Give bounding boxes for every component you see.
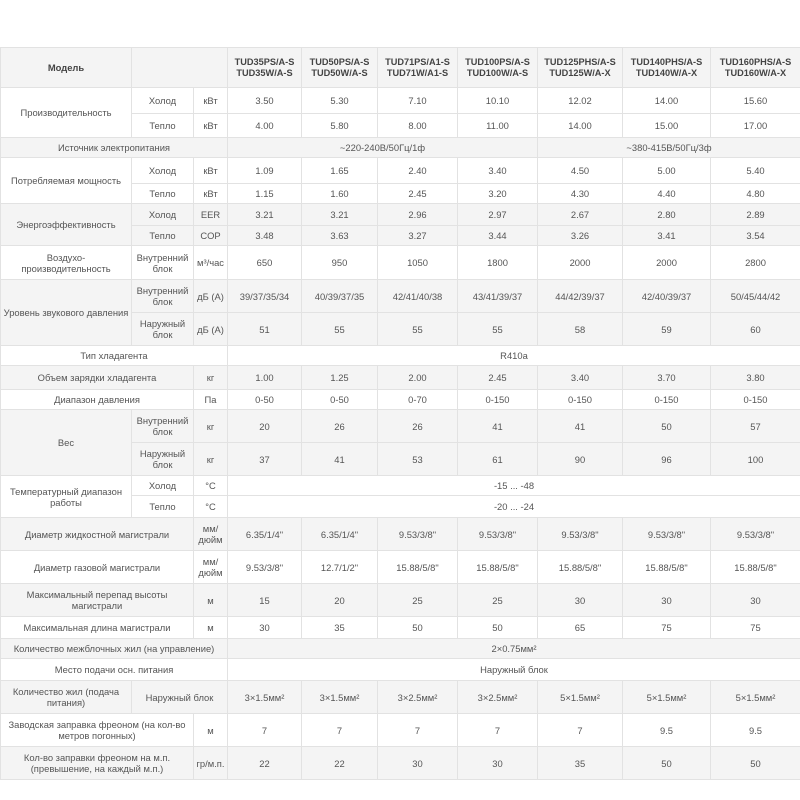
value-cell: 12.7/1/2" xyxy=(302,551,378,584)
value-cell: 0-50 xyxy=(228,390,302,410)
value-cell: 40/39/37/35 xyxy=(302,280,378,313)
value-cell: 17.00 xyxy=(711,114,800,138)
value-cell: 0-70 xyxy=(378,390,458,410)
model-indoor-name: TUD71PS/A1-S xyxy=(385,56,450,67)
value-cell: 1800 xyxy=(458,246,538,280)
row-sublabel: Наружный блок xyxy=(132,313,194,346)
row-unit: мм/дюйм xyxy=(194,518,228,551)
table-row xyxy=(1,551,800,584)
value-cell: 4.40 xyxy=(623,184,711,204)
value-cell: 39/37/35/34 xyxy=(228,280,302,313)
row-label: Кол-во заправки фреоном на м.п. (превышение, на каждый м.п.) xyxy=(1,747,194,780)
row-label: Воздухо-производительность xyxy=(1,246,132,280)
value-cell: 50 xyxy=(623,410,711,443)
value-cell: 1.15 xyxy=(228,184,302,204)
value-cell: 1.00 xyxy=(228,366,302,390)
value-cell: 7 xyxy=(458,714,538,747)
value-cell: 4.30 xyxy=(538,184,623,204)
value-cell: 2.40 xyxy=(378,158,458,184)
value-cell: 3.70 xyxy=(623,366,711,390)
row-label: Вес xyxy=(1,410,132,476)
value-cell: 3.44 xyxy=(458,226,538,246)
model-label: Модель xyxy=(1,48,132,88)
value-cell: 0-150 xyxy=(538,390,623,410)
row-unit: гр/м.п. xyxy=(194,747,228,780)
value-cell: 3.40 xyxy=(458,158,538,184)
table-row xyxy=(1,246,800,280)
row-sublabel: Наружный блок xyxy=(132,443,194,476)
model-name-5 xyxy=(538,48,623,88)
model-name-3 xyxy=(378,48,458,88)
value-cell: 37 xyxy=(228,443,302,476)
row-unit: EER xyxy=(194,204,228,226)
row-label: Тип хладагента xyxy=(1,346,228,366)
value-cell: 4.00 xyxy=(228,114,302,138)
model-name-6 xyxy=(623,48,711,88)
value-cell: 30 xyxy=(538,584,623,617)
table-row xyxy=(1,681,800,714)
row-unit: дБ (А) xyxy=(194,313,228,346)
model-indoor-name: TUD125PHS/A-S xyxy=(544,56,616,67)
value-cell: 1050 xyxy=(378,246,458,280)
header-row xyxy=(1,48,800,88)
value-cell: 41 xyxy=(538,410,623,443)
value-cell: 9.5 xyxy=(711,714,800,747)
value-cell: 0-150 xyxy=(458,390,538,410)
value-cell: 3.48 xyxy=(228,226,302,246)
row-label: Диаметр жидкостной магистрали xyxy=(1,518,194,551)
value-cell: 8.00 xyxy=(378,114,458,138)
value-cell: 6.35/1/4" xyxy=(302,518,378,551)
value-cell: 3.54 xyxy=(711,226,800,246)
row-unit: COP xyxy=(194,226,228,246)
value-cell: 50 xyxy=(378,617,458,639)
value-cell: 14.00 xyxy=(623,88,711,114)
row-label: Энергоэффективность xyxy=(1,204,132,246)
value-cell: 41 xyxy=(458,410,538,443)
value-cell: 3.40 xyxy=(538,366,623,390)
value-cell: 26 xyxy=(302,410,378,443)
value-cell: 26 xyxy=(378,410,458,443)
value-cell: 7 xyxy=(228,714,302,747)
value-cell: 12.02 xyxy=(538,88,623,114)
table-row xyxy=(1,410,800,443)
row-unit: кг xyxy=(194,410,228,443)
value-cell: 1.09 xyxy=(228,158,302,184)
table-row xyxy=(1,158,800,184)
value-cell: 4.50 xyxy=(538,158,623,184)
model-outdoor-name: TUD71W/A1-S xyxy=(386,67,449,78)
value-cell: 15.88/5/8" xyxy=(378,551,458,584)
table-row xyxy=(1,659,800,681)
value-cell: 6.35/1/4" xyxy=(228,518,302,551)
value-cell: 3.27 xyxy=(378,226,458,246)
value-cell: 9.5 xyxy=(623,714,711,747)
row-label: Диаметр газовой магистрали xyxy=(1,551,194,584)
value-cell: 2.96 xyxy=(378,204,458,226)
table-row xyxy=(1,366,800,390)
model-indoor-name: TUD140PHS/A-S xyxy=(630,56,703,67)
row-sublabel: Тепло xyxy=(132,184,194,204)
table-row xyxy=(1,204,800,226)
value-cell: 50 xyxy=(458,617,538,639)
value-cell: 9.53/3/8" xyxy=(458,518,538,551)
table-row xyxy=(1,390,800,410)
row-label: Максимальная длина магистрали xyxy=(1,617,194,639)
row-sublabel: Холод xyxy=(132,476,194,496)
value-cell-merged: 2×0.75мм² xyxy=(228,639,800,659)
value-cell: 5.40 xyxy=(711,158,800,184)
table-row xyxy=(1,280,800,313)
row-unit: кВт xyxy=(194,88,228,114)
row-unit: Па xyxy=(194,390,228,410)
value-cell: 9.53/3/8" xyxy=(623,518,711,551)
value-cell: 35 xyxy=(538,747,623,780)
value-cell: 11.00 xyxy=(458,114,538,138)
spec-table xyxy=(0,47,800,780)
value-cell: 7 xyxy=(378,714,458,747)
value-cell: 75 xyxy=(623,617,711,639)
model-indoor-name: TUD160PHS/A-S xyxy=(719,56,792,67)
value-cell-merged: R410a xyxy=(228,346,800,366)
value-cell: 2.67 xyxy=(538,204,623,226)
value-cell: 1.25 xyxy=(302,366,378,390)
row-label: Диапазон давления xyxy=(1,390,194,410)
row-unit: м xyxy=(194,584,228,617)
model-name-1 xyxy=(228,48,302,88)
value-cell: 3×1.5мм² xyxy=(302,681,378,714)
model-outdoor-name: TUD50W/A-S xyxy=(311,67,368,78)
row-unit: кг xyxy=(194,366,228,390)
model-outdoor-name: TUD140W/A-X xyxy=(635,67,698,78)
model-outdoor-name: TUD35W/A-S xyxy=(236,67,293,78)
row-sublabel: Тепло xyxy=(132,114,194,138)
row-sublabel: Внутренний блок xyxy=(132,280,194,313)
value-cell-merged: ~220-240В/50Гц/1ф xyxy=(228,138,538,158)
value-cell: 15.00 xyxy=(623,114,711,138)
value-cell: 20 xyxy=(302,584,378,617)
row-label: Источник электропитания xyxy=(1,138,228,158)
value-cell: 2000 xyxy=(538,246,623,280)
value-cell: 51 xyxy=(228,313,302,346)
value-cell: 96 xyxy=(623,443,711,476)
row-unit: кг xyxy=(194,443,228,476)
value-cell: 3×2.5мм² xyxy=(458,681,538,714)
table-row xyxy=(1,639,800,659)
value-cell: 30 xyxy=(623,584,711,617)
value-cell: 3.20 xyxy=(458,184,538,204)
table-row xyxy=(1,346,800,366)
value-cell: 2.97 xyxy=(458,204,538,226)
value-cell: 25 xyxy=(458,584,538,617)
value-cell: 3.21 xyxy=(302,204,378,226)
model-name-4 xyxy=(458,48,538,88)
row-sublabel: Холод xyxy=(132,204,194,226)
table-row xyxy=(1,518,800,551)
model-name-7 xyxy=(711,48,800,88)
value-cell: 9.53/3/8" xyxy=(378,518,458,551)
value-cell: 1.65 xyxy=(302,158,378,184)
value-cell: 5.30 xyxy=(302,88,378,114)
row-unit: мм/дюйм xyxy=(194,551,228,584)
value-cell: 7.10 xyxy=(378,88,458,114)
value-cell: 30 xyxy=(458,747,538,780)
row-sublabel: Внутренний блок xyxy=(132,410,194,443)
value-cell: 2.45 xyxy=(458,366,538,390)
value-cell: 30 xyxy=(711,584,800,617)
value-cell: 5.80 xyxy=(302,114,378,138)
table-row xyxy=(1,88,800,114)
value-cell: 5×1.5мм² xyxy=(538,681,623,714)
value-cell: 25 xyxy=(378,584,458,617)
model-indoor-name: TUD100PS/A-S xyxy=(465,56,530,67)
table-row xyxy=(1,138,800,158)
row-unit: °С xyxy=(194,476,228,496)
value-cell: 2800 xyxy=(711,246,800,280)
value-cell: 50/45/44/42 xyxy=(711,280,800,313)
value-cell: 9.53/3/8" xyxy=(711,518,800,551)
value-cell: 0-150 xyxy=(623,390,711,410)
table-row xyxy=(1,584,800,617)
row-label: Уровень звукового давления xyxy=(1,280,132,346)
value-cell: 42/40/39/37 xyxy=(623,280,711,313)
spec-table-wrap xyxy=(0,47,800,780)
value-cell: 15.88/5/8" xyxy=(538,551,623,584)
value-cell: 5×1.5мм² xyxy=(711,681,800,714)
value-cell: 3.26 xyxy=(538,226,623,246)
value-cell: 15.88/5/8" xyxy=(623,551,711,584)
value-cell: 30 xyxy=(228,617,302,639)
table-row xyxy=(1,617,800,639)
row-label: Количество жил (подача питания) xyxy=(1,681,132,714)
row-unit: кВт xyxy=(194,114,228,138)
value-cell: 55 xyxy=(302,313,378,346)
value-cell: 14.00 xyxy=(538,114,623,138)
value-cell: 3.80 xyxy=(711,366,800,390)
row-label: Производительность xyxy=(1,88,132,138)
value-cell-merged: ~380-415В/50Гц/3ф xyxy=(538,138,800,158)
table-row xyxy=(1,476,800,496)
value-cell: 60 xyxy=(711,313,800,346)
value-cell: 7 xyxy=(538,714,623,747)
value-cell: 5.00 xyxy=(623,158,711,184)
value-cell-merged: Наружный блок xyxy=(228,659,800,681)
row-label: Максимальный перепад высоты магистрали xyxy=(1,584,194,617)
value-cell: 9.53/3/8" xyxy=(228,551,302,584)
value-cell: 2.00 xyxy=(378,366,458,390)
row-sublabel: Наружный блок xyxy=(132,681,228,714)
value-cell: 3.63 xyxy=(302,226,378,246)
value-cell: 2.80 xyxy=(623,204,711,226)
row-unit: кВт xyxy=(194,158,228,184)
row-label: Заводская заправка фреоном (на кол-во метров погонных) xyxy=(1,714,194,747)
value-cell: 15.60 xyxy=(711,88,800,114)
value-cell-merged: -20 ... -24 xyxy=(228,496,800,518)
value-cell: 2000 xyxy=(623,246,711,280)
value-cell: 7 xyxy=(302,714,378,747)
value-cell: 44/42/39/37 xyxy=(538,280,623,313)
value-cell: 3×1.5мм² xyxy=(228,681,302,714)
value-cell: 3.41 xyxy=(623,226,711,246)
value-cell: 58 xyxy=(538,313,623,346)
value-cell: 0-150 xyxy=(711,390,800,410)
value-cell: 41 xyxy=(302,443,378,476)
value-cell: 0-50 xyxy=(302,390,378,410)
value-cell: 3.50 xyxy=(228,88,302,114)
value-cell: 55 xyxy=(378,313,458,346)
value-cell: 5×1.5мм² xyxy=(623,681,711,714)
value-cell: 2.45 xyxy=(378,184,458,204)
row-label: Объем зарядки хладагента xyxy=(1,366,194,390)
model-indoor-name: TUD35PS/A-S xyxy=(234,56,295,67)
model-outdoor-name: TUD125W/A-X xyxy=(549,67,611,78)
value-cell: 75 xyxy=(711,617,800,639)
row-unit: кВт xyxy=(194,184,228,204)
value-cell: 15 xyxy=(228,584,302,617)
model-outdoor-name: TUD160W/A-X xyxy=(724,67,787,78)
row-unit: дБ (А) xyxy=(194,280,228,313)
value-cell: 10.10 xyxy=(458,88,538,114)
value-cell: 65 xyxy=(538,617,623,639)
value-cell: 50 xyxy=(623,747,711,780)
model-indoor-name: TUD50PS/A-S xyxy=(309,56,370,67)
value-cell: 4.80 xyxy=(711,184,800,204)
value-cell: 22 xyxy=(302,747,378,780)
value-cell: 2.89 xyxy=(711,204,800,226)
row-unit: м³/час xyxy=(194,246,228,280)
table-row xyxy=(1,747,800,780)
value-cell: 90 xyxy=(538,443,623,476)
value-cell: 22 xyxy=(228,747,302,780)
value-cell: 57 xyxy=(711,410,800,443)
row-unit: м xyxy=(194,714,228,747)
value-cell: 20 xyxy=(228,410,302,443)
value-cell: 42/41/40/38 xyxy=(378,280,458,313)
value-cell: 43/41/39/37 xyxy=(458,280,538,313)
value-cell: 55 xyxy=(458,313,538,346)
value-cell: 650 xyxy=(228,246,302,280)
value-cell: 61 xyxy=(458,443,538,476)
value-cell: 59 xyxy=(623,313,711,346)
model-outdoor-name: TUD100W/A-S xyxy=(466,67,529,78)
row-sublabel: Тепло xyxy=(132,226,194,246)
value-cell: 50 xyxy=(711,747,800,780)
value-cell: 15.88/5/8" xyxy=(711,551,800,584)
header-blank xyxy=(132,48,228,88)
value-cell: 950 xyxy=(302,246,378,280)
value-cell: 35 xyxy=(302,617,378,639)
value-cell: 3.21 xyxy=(228,204,302,226)
value-cell: 15.88/5/8" xyxy=(458,551,538,584)
row-sublabel: Внутренний блок xyxy=(132,246,194,280)
row-label: Потребляемая мощность xyxy=(1,158,132,204)
value-cell-merged: -15 ... -48 xyxy=(228,476,800,496)
row-label: Температурный диапазон работы xyxy=(1,476,132,518)
value-cell: 30 xyxy=(378,747,458,780)
value-cell: 100 xyxy=(711,443,800,476)
row-sublabel: Тепло xyxy=(132,496,194,518)
value-cell: 3×2.5мм² xyxy=(378,681,458,714)
row-sublabel: Холод xyxy=(132,88,194,114)
row-sublabel: Холод xyxy=(132,158,194,184)
row-unit: °С xyxy=(194,496,228,518)
row-label: Место подачи осн. питания xyxy=(1,659,228,681)
value-cell: 53 xyxy=(378,443,458,476)
value-cell: 1.60 xyxy=(302,184,378,204)
row-unit: м xyxy=(194,617,228,639)
value-cell: 9.53/3/8" xyxy=(538,518,623,551)
row-label: Количество межблочных жил (на управление) xyxy=(1,639,228,659)
table-row xyxy=(1,714,800,747)
model-name-2 xyxy=(302,48,378,88)
